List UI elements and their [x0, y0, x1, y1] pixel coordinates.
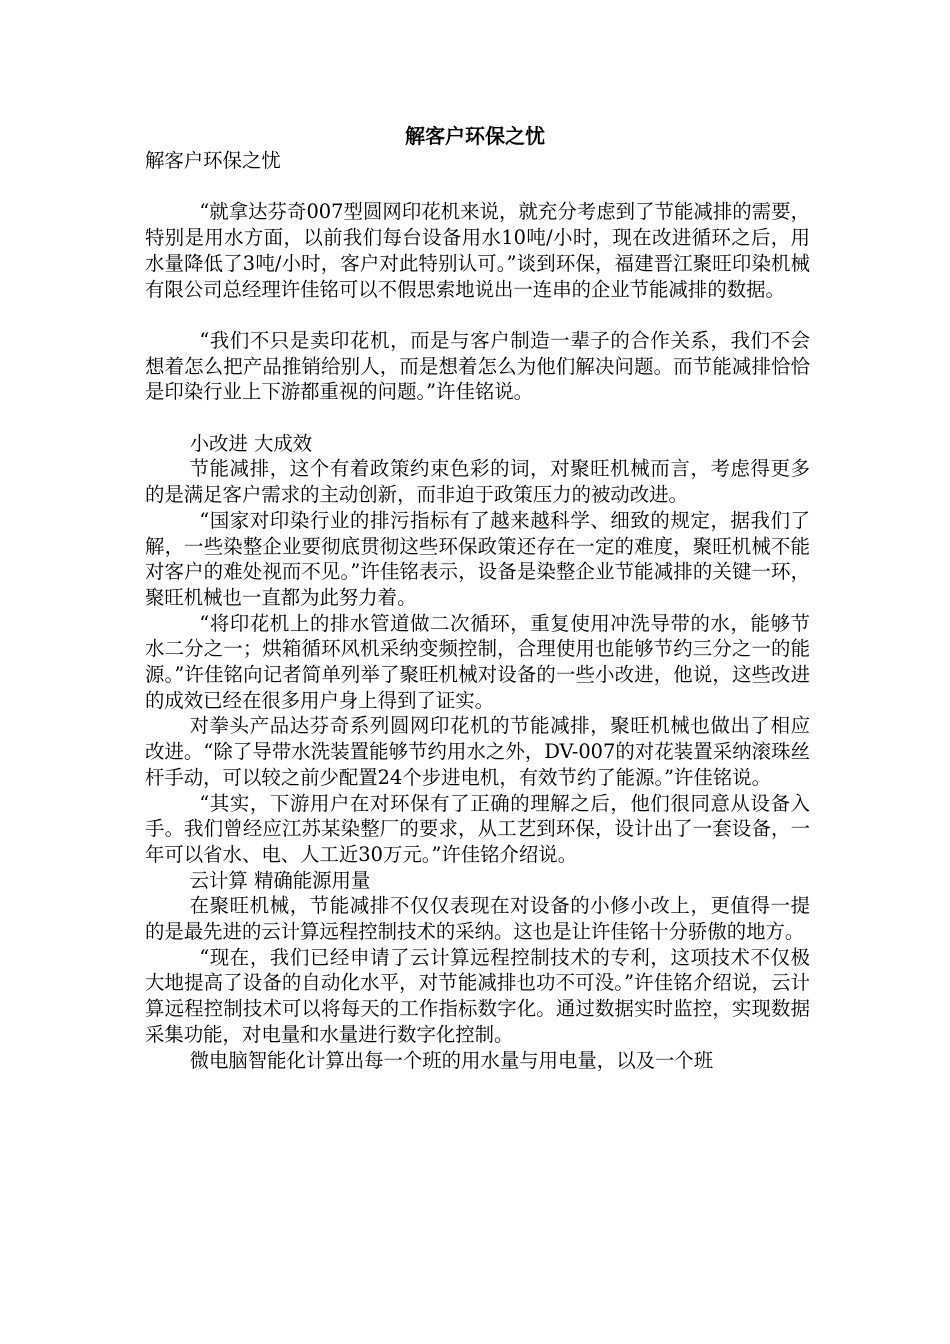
- document-subtitle: 解客户环保之忧: [145, 149, 281, 172]
- paragraph: 微电脑智能化计算出每一个班的用水量与用电量，以及一个班: [189, 1048, 714, 1072]
- document-body: [145, 148, 810, 1073]
- paragraph: “就拿达芬奇007型圆网印花机来说，就充分考虑到了节能减排的需要，特别是用水方面，以前我们每台设备用水10吨/小时，现在改进循环之后，用水量降低了3吨/小时，客户对此特别认可。”谈到环保，福建晋江聚旺印染机械有限公司总经理许佳铭可以不假思索地说出一连串的企业节能减排的数据。: [145, 200, 810, 301]
- paragraph: 节能减排，这个有着政策约束色彩的词，对聚旺机械而言，考虑得更多的是满足客户需求的主动创新，而非迫于政策压力的被动改进。: [145, 457, 810, 507]
- paragraph: 对拳头产品达芬奇系列圆网印花机的节能减排，聚旺机械也做出了相应改进。“除了导带水洗装置能够节约用水之外，DV-007的对花装置采纳滚珠丝杆手动，可以较之前少配置24个步进电机，有效节约了能源。”许佳铭说。: [145, 714, 810, 789]
- paragraph: “其实，下游用户在对环保有了正确的理解之后，他们很同意从设备入手。我们曾经应江苏某染整厂的要求，从工艺到环保，设计出了一套设备，一年可以省水、电、人工近30万元。”许佳铭介绍说。: [145, 791, 810, 866]
- paragraph-spacer: [145, 302, 810, 328]
- document-title: 解客户环保之忧: [405, 124, 545, 148]
- section-heading: 小改进 大成效: [189, 431, 313, 455]
- paragraph-spacer: [145, 405, 810, 431]
- section-heading: 云计算 精确能源用量: [189, 868, 371, 892]
- paragraph: “现在，我们已经申请了云计算远程控制技术的专利，这项技术不仅极大地提高了设备的自动化水平，对节能减排也功不可没。”许佳铭介绍说，云计算远程控制技术可以将每天的工作指标数字化。通过数据实时监控，实现数据采集功能，对电量和水量进行数字化控制。: [145, 945, 810, 1046]
- paragraph: “我们不只是卖印花机，而是与客户制造一辈子的合作关系，我们不会想着怎么把产品推销给别人，而是想着怎么为他们解决问题。而节能减排恰恰是印染行业上下游都重视的问题。”许佳铭说。: [145, 328, 810, 404]
- paragraph: 在聚旺机械，节能减排不仅仅表现在对设备的小修小改上，更值得一提的是最先进的云计算远程控制技术的采纳。这也是让许佳铭十分骄傲的地方。: [145, 894, 810, 944]
- paragraph: “将印花机上的排水管道做二次循环，重复使用冲洗导带的水，能够节水二分之一；烘箱循环风机采纳变频控制，合理使用也能够节约三分之一的能源。”许佳铭向记者简单列举了聚旺机械对设备的一些小改进，他说，这些改进的成效已经在很多用户身上得到了证实。: [145, 611, 810, 712]
- paragraph-spacer: [145, 174, 810, 200]
- paragraph: “国家对印染行业的排污指标有了越来越科学、细致的规定，据我们了解，一些染整企业要彻底贯彻这些环保政策还存在一定的难度，聚旺机械不能对客户的难处视而不见。”许佳铭表示，设备是染整企业节能减排的关键一环，聚旺机械也一直都为此努力着。: [145, 508, 810, 609]
